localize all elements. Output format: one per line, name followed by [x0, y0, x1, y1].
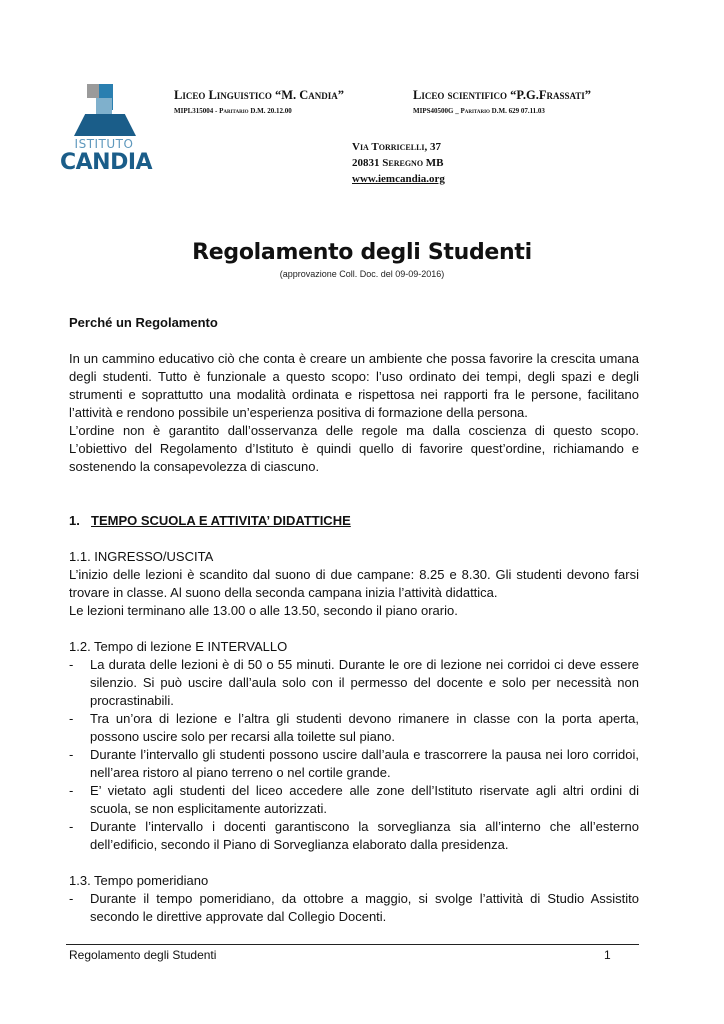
school-info-linguistico [174, 88, 344, 115]
list-item: - Durante l’intervallo i docenti garantiscono la sorveglianza sia all’interno che all’esterno dell’edificio, secondo il Piano di Sorveglianza elaborato dalla presidenza. [69, 818, 639, 854]
subsection-1-1-line-1: L’inizio delle lezioni è scandito dal suono di due campane: 8.25 e 8.30. Gli studenti devono farsi trovare in classe. Al suono della seconda campana inizia l’attività didattica. [69, 567, 639, 600]
istituto-candia-logo [60, 84, 153, 175]
subsection-1-2-heading: 1.2. Tempo di lezione E INTERVALLO [69, 639, 288, 654]
footer-title: Regolamento degli Studenti [69, 948, 217, 962]
school-info-scientifico [413, 88, 591, 115]
list-item: - E’ vietato agli studenti del liceo accedere alle zone dell’Istituto riservate agli altri ordini di scuola, se non esplicitamente autorizzati. [69, 782, 639, 818]
subsection-1-1-line-2: Le lezioni terminano alle 13.00 o alle 13.50, secondo il piano orario. [69, 603, 458, 618]
section-1-number: 1. [69, 513, 80, 528]
school-code-linguistico: MIPL315004 - Paritario D.M. 20.12.00 [174, 107, 292, 115]
logo-base-shape [74, 114, 136, 136]
school-name-linguistico: Liceo Linguistico “M. Candia” [174, 88, 345, 102]
school-name-scientifico: Liceo scientifico “P.G.Frassati” [413, 88, 592, 102]
page-number: 1 [604, 948, 611, 962]
website-link[interactable]: www.iemcandia.org [352, 173, 445, 185]
list-item: - Durante l’intervallo gli studenti possono uscire dall’aula e trascorrere la pausa nei loro corridoi, nell’area ristoro al piano terreno o nel cortile grande. [69, 746, 639, 782]
subsection-1-3-list [69, 890, 639, 926]
intro-paragraph-2: L’ordine non è garantito dall’osservanza delle regole ma dalla coscienza di questo scopo. L’obiettivo del Regolamento d’Istituto è quindi quello di favorire quest’ordine, richiamando e sostenendo la consapevolezza di ciascuno. [69, 423, 639, 474]
section-1-title: TEMPO SCUOLA E ATTIVITA’ DIDATTICHE [91, 513, 351, 528]
subsection-1-3-heading: 1.3. Tempo pomeridiano [69, 873, 209, 888]
logo-text-istituto: ISTITUTO [74, 137, 134, 151]
intro-heading: Perché un Regolamento [69, 315, 218, 330]
document-subtitle: (approvazione Coll. Doc. del 09-09-2016) [279, 269, 445, 279]
section-1-heading [69, 512, 639, 530]
subsection-1-2-list [69, 656, 639, 854]
list-item: - La durata delle lezioni è di 50 o 55 minuti. Durante le ore di lezione nei corridoi ci deve essere silenzio. Si può uscire dall’aula solo con il permesso del docente e solo per necessità non procrastinabili. [69, 656, 639, 710]
document-title: Regolamento degli Studenti [192, 240, 532, 265]
logo-grey-block [87, 84, 99, 98]
intro-paragraph-1: In un cammino educativo ciò che conta è creare un ambiente che possa favorire la crescita umana degli studenti. Tutto è funzionale a questo scopo: l’uso ordinato dei tempi, degli spazi e degli strumenti e soprattutto una modalità ordinata e rispettosa nei rapporti fra le persone, facilitano l’attività e rendono possibile un’esperienza positiva di formazione della persona. [69, 351, 639, 420]
address-street: Via Torricelli, 37 [352, 141, 442, 153]
address-city: 20831 Seregno MB [352, 157, 444, 169]
school-code-scientifico: MIPS40500G _ Paritario D.M. 629 07.11.03 [413, 107, 545, 115]
document-body [69, 314, 639, 926]
list-item: - Tra un’ora di lezione e l’altra gli studenti devono rimanere in classe con la porta aperta, possono uscire solo per recarsi alla toilette sul piano. [69, 710, 639, 746]
footer-divider [66, 944, 639, 945]
logo-text-candia: CANDIA [60, 150, 153, 175]
subsection-1-1-heading: 1.1. INGRESSO/USCITA [69, 549, 214, 564]
school-address [352, 139, 445, 187]
list-item: - Durante il tempo pomeridiano, da ottobre a maggio, si svolge l’attività di Studio Assistito secondo le direttive approvate dal Collegio Docenti. [69, 890, 639, 926]
